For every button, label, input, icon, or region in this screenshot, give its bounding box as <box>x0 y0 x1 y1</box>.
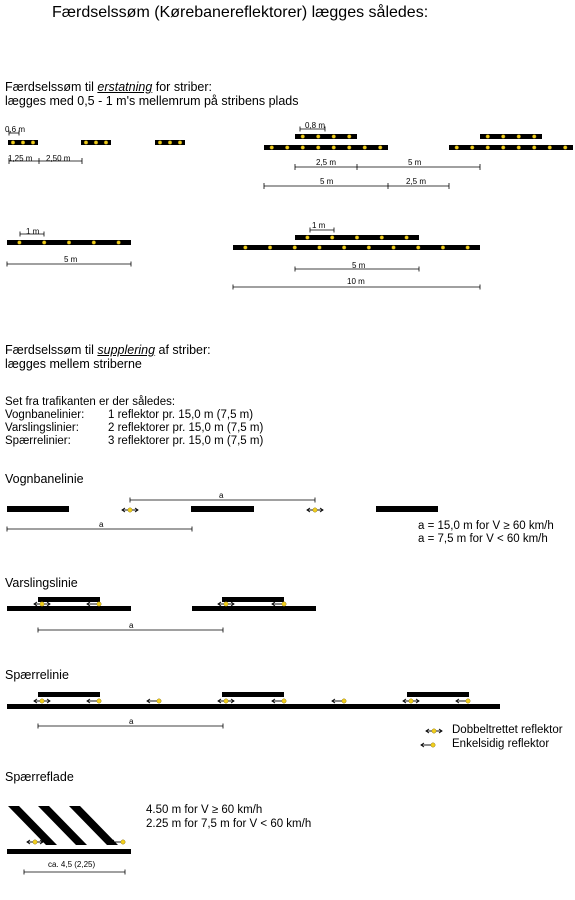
supplement-subheading: lægges mellem striberne <box>5 357 142 371</box>
rule-value-varsling: 2 reflektorer pr. 15,0 m (7,5 m) <box>108 422 264 434</box>
reflector-10 <box>168 141 172 145</box>
stripe-183 <box>7 849 131 854</box>
reflector-27 <box>301 146 305 150</box>
reflector-131 <box>224 602 228 606</box>
rules-heading: Set fra trafikanten er der således: <box>5 396 176 408</box>
reflector-46 <box>563 146 567 150</box>
stripe-97 <box>191 506 254 512</box>
dim-label-5a: 5 m <box>408 158 422 167</box>
section-title-spaerreflade: Spærreflade <box>5 770 74 784</box>
reflector-77 <box>243 246 247 250</box>
reflector-78 <box>268 246 272 250</box>
reflector-81 <box>342 246 346 250</box>
flade-slow-text: 2.25 m for 7,5 m for V < 60 km/h <box>146 818 312 830</box>
reflector-26 <box>285 146 289 150</box>
reflector-63 <box>117 241 121 245</box>
reflector-41 <box>486 146 490 150</box>
reflector-85 <box>441 246 445 250</box>
reflector-108 <box>313 508 317 512</box>
dim-a-label-spaerre: a <box>129 717 134 726</box>
reflector-103 <box>128 508 132 512</box>
reflector-146 <box>40 699 44 703</box>
reflector-37 <box>532 135 536 139</box>
reflector-20 <box>301 135 305 139</box>
reflector-163 <box>342 699 346 703</box>
stripe-118 <box>192 606 316 611</box>
reflector-3 <box>31 141 35 145</box>
reflector-7 <box>104 141 108 145</box>
replacement-heading-em: erstatning <box>97 80 153 94</box>
reflector-1 <box>11 141 15 145</box>
reflector-61 <box>67 241 71 245</box>
reflector-126 <box>97 602 101 606</box>
reflector-43 <box>517 146 521 150</box>
stripe-116 <box>7 606 131 611</box>
a-definition-slow: a = 7,5 m for V < 60 km/h <box>418 533 548 545</box>
reflector-123 <box>40 602 44 606</box>
dim-label-125: 1,25 m <box>8 154 33 163</box>
reflector-45 <box>548 146 552 150</box>
dim-label-5b: 5 m <box>320 177 334 186</box>
rule-value-spaerre: 3 reflektorer pr. 15,0 m (7,5 m) <box>108 435 264 447</box>
legend-double-label: Dobbeltrettet reflektor <box>452 724 563 736</box>
section-title-varsling: Varslingslinie <box>5 576 78 590</box>
reflector-79 <box>293 246 297 250</box>
stripe-98 <box>376 506 438 512</box>
reflector-5 <box>84 141 88 145</box>
rule-name-spaerre: Spærrelinier: <box>5 435 71 447</box>
reflector-152 <box>157 699 161 703</box>
reflector-74 <box>380 236 384 240</box>
dim-label-25a: 2,5 m <box>316 158 337 167</box>
dim-label-5d: 5 m <box>352 261 366 270</box>
supplement-heading-b: af striber: <box>155 343 211 357</box>
reflector-134 <box>282 602 286 606</box>
supplement-heading <box>5 343 211 357</box>
reflector-83 <box>392 246 396 250</box>
replacement-heading-b: for striber: <box>152 80 213 94</box>
reflector-160 <box>282 699 286 703</box>
supplement-heading-em: supplering <box>97 343 156 357</box>
legend-single-label: Enkelsidig reflektor <box>452 738 550 750</box>
supplement-heading-a: Færdselssøm til <box>5 343 98 357</box>
stripe-96 <box>7 506 69 512</box>
reflector-71 <box>306 236 310 240</box>
reflector-191 <box>33 840 37 844</box>
dim-label-1a: 1 m <box>26 227 40 236</box>
rule-name-vognbane: Vognbanelinier: <box>5 409 85 421</box>
reflector-149 <box>97 699 101 703</box>
reflector-2 <box>21 141 25 145</box>
reflector-80 <box>318 246 322 250</box>
reflector-171 <box>466 699 470 703</box>
section-title-spaerre: Spærrelinie <box>5 668 69 682</box>
reflector-35 <box>501 135 505 139</box>
a-definition-fast: a = 15,0 m for V ≥ 60 km/h <box>418 520 554 532</box>
section-title-vognbane: Vognbanelinie <box>5 472 84 486</box>
reflector-9 <box>158 141 162 145</box>
stripe-38 <box>449 145 573 150</box>
reflector-30 <box>347 146 351 150</box>
stripe-141 <box>7 704 500 709</box>
reflector-59 <box>18 241 22 245</box>
flade-dim-label: ca. 4,5 (2,25) <box>48 860 96 869</box>
reflector-23 <box>347 135 351 139</box>
reflector-72 <box>330 236 334 240</box>
reflector-39 <box>455 146 459 150</box>
reflector-73 <box>355 236 359 240</box>
stripe-140 <box>407 692 469 697</box>
dim-label-06: 0,6 m <box>5 125 26 134</box>
stripe-139 <box>222 692 284 697</box>
reflector-22 <box>332 135 336 139</box>
reflector-194 <box>121 840 125 844</box>
dim-label-5c: 5 m <box>64 255 78 264</box>
dim-a-label-top: a <box>219 491 224 500</box>
reflector-44 <box>532 146 536 150</box>
reflector-84 <box>416 246 420 250</box>
flade-fast-text: 4.50 m for V ≥ 60 km/h <box>146 804 263 816</box>
rule-name-varsling: Varslingslinier: <box>5 422 79 434</box>
reflector-182 <box>431 743 435 747</box>
stripe-117 <box>222 597 284 602</box>
reflector-36 <box>517 135 521 139</box>
reflector-25 <box>270 146 274 150</box>
reflector-62 <box>92 241 96 245</box>
dim-label-08: 0,8 m <box>305 121 326 130</box>
dim-label-250: 2,50 m <box>46 154 71 163</box>
reflector-21 <box>316 135 320 139</box>
reflector-31 <box>363 146 367 150</box>
dim-label-10: 10 m <box>347 277 365 286</box>
reflector-11 <box>178 141 182 145</box>
reflector-34 <box>486 135 490 139</box>
reflector-75 <box>405 236 409 240</box>
reflector-157 <box>224 699 228 703</box>
reflector-168 <box>409 699 413 703</box>
reflector-6 <box>94 141 98 145</box>
dim-a-label-varsling: a <box>129 621 134 630</box>
replacement-subheading: lægges med 0,5 - 1 m's mellemrum på stribens plads <box>5 94 299 108</box>
reflector-32 <box>378 146 382 150</box>
replacement-heading-a: Færdselssøm til <box>5 80 98 94</box>
reflector-29 <box>332 146 336 150</box>
rule-value-vognbane: 1 reflektor pr. 15,0 m (7,5 m) <box>108 409 254 421</box>
reflector-86 <box>466 246 470 250</box>
reflector-42 <box>501 146 505 150</box>
replacement-heading <box>5 80 212 94</box>
reflector-28 <box>316 146 320 150</box>
stripe-115 <box>38 597 100 602</box>
dim-a-label-bottom: a <box>99 520 104 529</box>
reflector-179 <box>432 729 436 733</box>
stripe-138 <box>38 692 100 697</box>
stripe-24 <box>264 145 388 150</box>
reflector-40 <box>470 146 474 150</box>
page-title: Færdselssøm (Kørebanereflektorer) lægges således: <box>52 4 429 21</box>
dim-label-25b: 2,5 m <box>406 177 427 186</box>
reflector-82 <box>367 246 371 250</box>
dim-label-1b: 1 m <box>312 221 326 230</box>
reflector-60 <box>42 241 46 245</box>
